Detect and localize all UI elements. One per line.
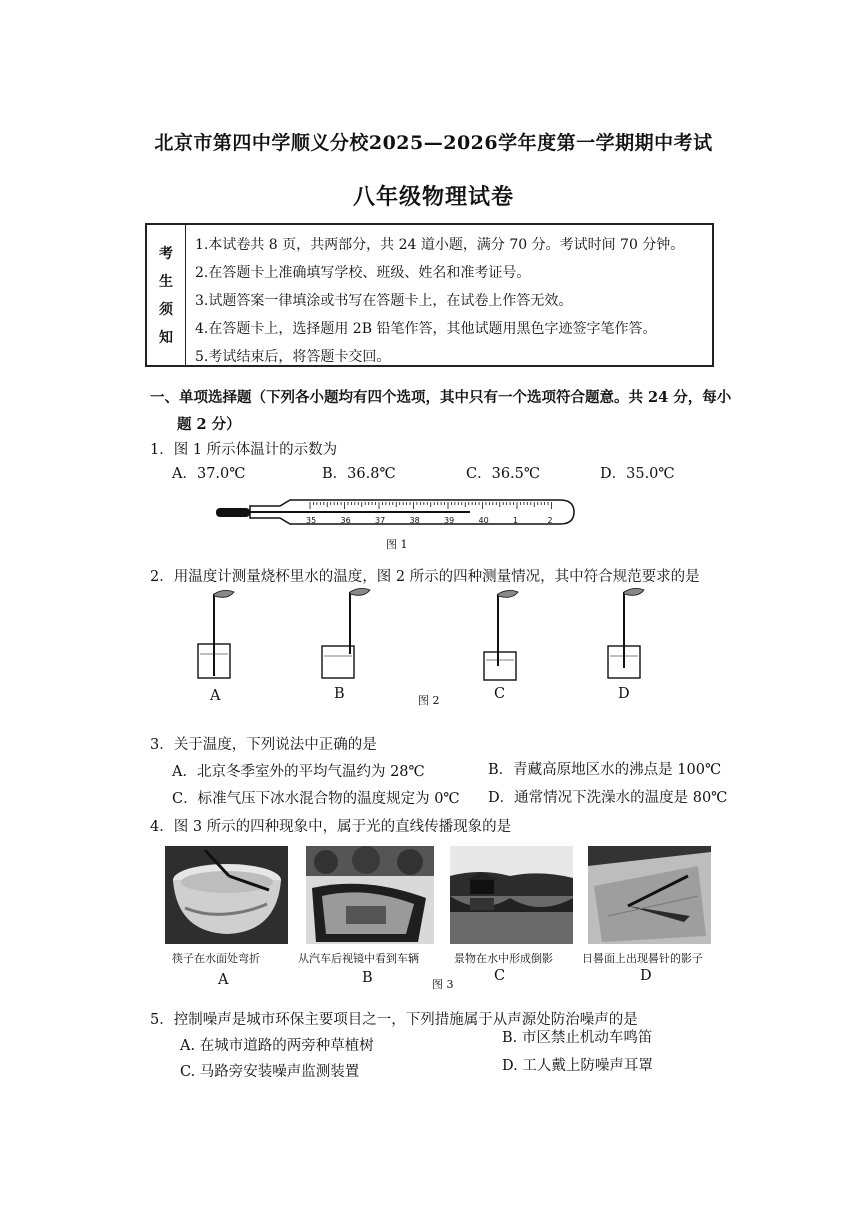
thermometer-scale-label: 35 xyxy=(306,516,317,525)
thermometer-scale-label: 1 xyxy=(513,516,519,525)
thermometer-scale-label: 40 xyxy=(478,516,489,525)
candidate-notice-box xyxy=(145,223,714,367)
notice-line: 1.本试卷共 8 页，共两部分，共 24 道小题，满分 70 分。考试时间 70 分钟。 xyxy=(195,237,685,253)
q5-option-b: B. 市区禁止机动车鸣笛 xyxy=(502,1030,653,1046)
photo-sundial xyxy=(588,846,711,944)
thermometer-scale-label: 39 xyxy=(444,516,455,525)
q3-option-b: B．青藏高原地区水的沸点是 100℃ xyxy=(488,762,722,778)
q1-stem: 1．图 1 所示体温计的示数为 xyxy=(150,442,338,458)
thermometer-scale-label: 2 xyxy=(547,516,553,525)
notice-side-label xyxy=(147,225,186,365)
q1-option-d: D．35.0℃ xyxy=(600,466,675,482)
q4-stem: 4．图 3 所示的四种现象中，属于光的直线传播现象的是 xyxy=(150,819,512,835)
q2-label-a: A xyxy=(210,688,221,704)
notice-side-char: 生 xyxy=(159,274,173,290)
section-heading-line2: 题 2 分） xyxy=(177,416,241,433)
exam-subtitle: 八年级物理试卷 xyxy=(352,184,514,210)
q4-label-d: D xyxy=(640,968,652,984)
figure-3-caption: 图 3 xyxy=(432,978,454,991)
notice-side-char: 知 xyxy=(159,330,173,346)
q2-stem: 2．用温度计测量烧杯里水的温度，图 2 所示的四种测量情况，其中符合规范要求的是 xyxy=(150,569,700,585)
q2-label-b: B xyxy=(334,686,345,702)
photo-b-caption: 从汽车后视镜中看到车辆 xyxy=(298,952,419,965)
notice-line: 2.在答题卡上准确填写学校、班级、姓名和准考证号。 xyxy=(195,265,531,281)
q1-option-c: C．36.5℃ xyxy=(466,466,541,482)
q2-label-d: D xyxy=(618,686,630,702)
photo-d-caption: 日晷面上出现晷针的影子 xyxy=(582,952,703,965)
q5-stem: 5．控制噪声是城市环保主要项目之一，下列措施属于从声源处防治噪声的是 xyxy=(150,1012,638,1028)
q5-option-a: A. 在城市道路的两旁种草植树 xyxy=(180,1038,374,1054)
notice-line: 4.在答题卡上，选择题用 2B 铅笔作答，其他试题用黑色字迹签字笔作答。 xyxy=(195,321,657,337)
exam-title: 北京市第四中学顺义分校2025—2026学年度第一学期期中考试 xyxy=(154,132,713,154)
q1-option-a: A．37.0℃ xyxy=(172,466,246,482)
section-heading-line1: 一、单项选择题（下列各小题均有四个选项，其中只有一个选项符合题意。共 24 分，每小 xyxy=(150,389,732,406)
photo-chopstick-bowl xyxy=(165,846,288,944)
notice-side-char: 考 xyxy=(159,246,173,262)
notice-lines xyxy=(195,231,706,371)
notice-line: 3.试题答案一律填涂或书写在答题卡上，在试卷上作答无效。 xyxy=(195,293,573,309)
thermometer-scale-label: 36 xyxy=(340,516,351,525)
figure-2-caption: 图 2 xyxy=(418,694,440,707)
beaker-setup-b xyxy=(322,588,370,678)
q3-option-a: A．北京冬季室外的平均气温约为 28℃ xyxy=(172,764,425,780)
q4-label-c: C xyxy=(494,968,506,984)
q1-option-b: B．36.8℃ xyxy=(322,466,396,482)
q5-option-c: C. 马路旁安装噪声监测装置 xyxy=(180,1064,360,1080)
figure-1-caption: 图 1 xyxy=(386,538,408,551)
photo-a-caption: 筷子在水面处弯折 xyxy=(172,952,260,965)
thermometer-figure xyxy=(210,494,580,534)
q2-label-c: C xyxy=(494,686,506,702)
q4-label-a: A xyxy=(218,972,229,988)
thermometer-scale-label: 37 xyxy=(375,516,386,525)
q3-option-c: C．标准气压下冰水混合物的温度规定为 0℃ xyxy=(172,791,460,807)
photo-water-reflection xyxy=(450,846,573,944)
photo-c-caption: 景物在水中形成倒影 xyxy=(454,952,553,965)
notice-line: 5.考试结束后，将答题卡交回。 xyxy=(195,349,391,365)
beaker-measurement-figure xyxy=(190,586,660,686)
beaker-setup-c xyxy=(484,590,518,680)
q3-option-d: D．通常情况下洗澡水的温度是 80℃ xyxy=(488,790,728,806)
thermometer-scale-label: 38 xyxy=(409,516,420,525)
q3-stem: 3．关于温度，下列说法中正确的是 xyxy=(150,737,377,753)
q5-option-d: D. 工人戴上防噪声耳罩 xyxy=(502,1058,653,1074)
q4-label-b: B xyxy=(362,970,373,986)
photo-car-mirror xyxy=(306,846,434,944)
notice-side-char: 须 xyxy=(159,302,173,318)
beaker-setup-a xyxy=(198,590,234,678)
beaker-setup-d xyxy=(608,588,644,678)
